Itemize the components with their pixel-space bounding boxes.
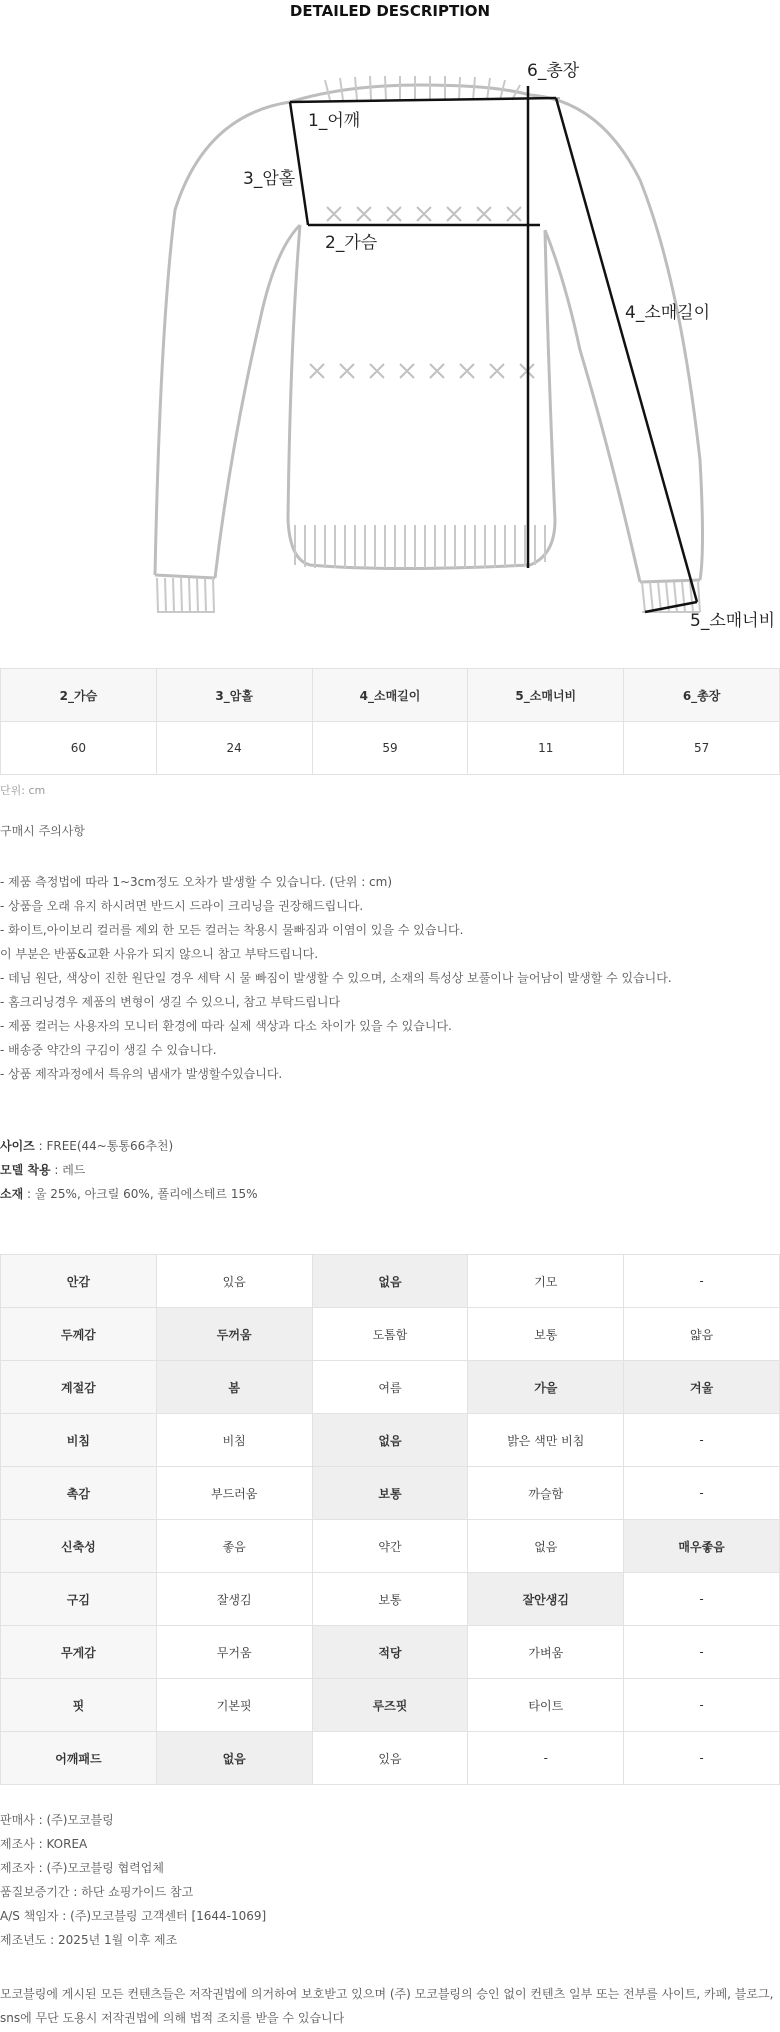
attribute-option: 타이트 [468,1679,624,1732]
attribute-row [1,1573,780,1626]
size-table-header [1,669,780,722]
material-info [0,1182,258,1206]
attribute-option: 없음 [312,1414,468,1467]
attribute-option: - [624,1732,780,1785]
material-value: : 울 25%, 아크릴 60%, 폴리에스테르 15% [23,1187,258,1201]
attribute-option: - [624,1255,780,1308]
attribute-option: - [468,1732,624,1785]
attribute-option: 매우좋음 [624,1520,780,1573]
company-line: 제조년도 : 2025년 1월 이후 제조 [0,1933,178,1947]
caution-item: - 제품 컬러는 사용자의 모니터 환경에 따라 실제 색상과 다소 차이가 있을 수 있습니다. [0,1019,452,1033]
attribute-option: 겨울 [624,1361,780,1414]
size-header-cell: 2_가슴 [1,669,157,722]
attribute-option: 없음 [156,1732,312,1785]
attribute-option: 있음 [312,1732,468,1785]
attribute-label: 비침 [1,1414,157,1467]
attribute-row [1,1255,780,1308]
attribute-option: 가을 [468,1361,624,1414]
attribute-option: 부드러움 [156,1467,312,1520]
caution-item: 이 부분은 반품&교환 사유가 되지 않으니 참고 부탁드립니다. [0,947,319,961]
attribute-option: 무거움 [156,1626,312,1679]
attribute-option: - [624,1679,780,1732]
attribute-label: 핏 [1,1679,157,1732]
attribute-option: 얇음 [624,1308,780,1361]
company-info [0,1808,266,1952]
company-line: 제조사 : KOREA [0,1837,88,1851]
unit-note: 단위: cm [0,784,46,797]
material-label: 소재 [0,1187,24,1201]
size-value-cell: 59 [312,722,468,775]
caution-item: - 데님 원단, 색상이 진한 원단일 경우 세탁 시 물 빠짐이 발생할 수 있으며, 소재의 특성상 보풀이나 늘어남이 발생할 수 있습니다. [0,971,672,985]
size-table [0,668,780,775]
attribute-option: 잘생김 [156,1573,312,1626]
label-total-length: 6_총장 [527,61,580,81]
size-value-cell: 24 [156,722,312,775]
attribute-option: 기모 [468,1255,624,1308]
size-label: 사이즈 [0,1139,35,1153]
model-value: : 레드 [50,1163,86,1177]
attribute-option: 보통 [312,1573,468,1626]
attribute-option: 비침 [156,1414,312,1467]
ribbing [157,76,700,612]
attribute-option: 봄 [156,1361,312,1414]
caution-item: - 상품을 오래 유지 하시려면 반드시 드라이 크리닝을 권장해드립니다. [0,899,364,913]
attribute-option: 가벼움 [468,1626,624,1679]
attribute-option: 여름 [312,1361,468,1414]
armhole-line [290,102,308,225]
size-value-cell: 57 [624,722,780,775]
label-shoulder: 1_어깨 [308,111,361,131]
caution-item: - 화이트,아이보리 컬러를 제외 한 모든 컬러는 착용시 물빠짐과 이염이 있을 수 있습니다. [0,923,464,937]
sweater-outline [155,85,703,582]
attribute-option: 보통 [468,1308,624,1361]
size-header-cell: 3_암홀 [156,669,312,722]
label-sleeve-length: 4_소매길이 [625,303,711,323]
attribute-row [1,1732,780,1785]
attribute-option: 까슬함 [468,1467,624,1520]
copyright-notice: 모코블링에 게시된 모든 컨텐츠들은 저작권법에 의거하여 보호받고 있으며 (주) 모코블링의 승인 없이 컨텐츠 일부 또는 전부를 사이트, 카페, 블로그, sns에 무단 도용시 저작권법에 의해 법적 조치를 받을 수 있습니다 [0,1987,774,2025]
size-value-cell: 60 [1,722,157,775]
attribute-row [1,1414,780,1467]
attribute-label: 신축성 [1,1520,157,1573]
attribute-option: 좋음 [156,1520,312,1573]
label-chest: 2_가슴 [325,233,378,253]
attribute-option: - [624,1573,780,1626]
attribute-row [1,1308,780,1361]
attribute-option: 없음 [468,1520,624,1573]
caution-title: 구매시 주의사항 [0,824,85,838]
size-value-cell: 11 [468,722,624,775]
attribute-label: 촉감 [1,1467,157,1520]
attribute-label: 안감 [1,1255,157,1308]
attribute-option: - [624,1414,780,1467]
attribute-option: 없음 [312,1255,468,1308]
attribute-label: 무게감 [1,1626,157,1679]
model-info [0,1158,258,1182]
size-header-cell: 5_소매너비 [468,669,624,722]
page-title: DETAILED DESCRIPTION [289,2,491,20]
attribute-option: 도톰함 [312,1308,468,1361]
label-armhole: 3_암홀 [243,169,296,189]
size-header-cell: 6_총장 [624,669,780,722]
attribute-row [1,1679,780,1732]
caution-list [0,870,672,1086]
company-line: 품질보증기간 : 하단 쇼핑가이드 참고 [0,1885,194,1899]
caution-item: - 상품 제작과정에서 특유의 냄새가 발생할수있습니다. [0,1067,283,1081]
attribute-label: 구김 [1,1573,157,1626]
company-line: 제조자 : (주)모코블링 협력업체 [0,1861,164,1875]
attribute-row [1,1361,780,1414]
attribute-option: 루즈핏 [312,1679,468,1732]
attribute-option: - [624,1467,780,1520]
attribute-option: 기본핏 [156,1679,312,1732]
attribute-option: 약간 [312,1520,468,1573]
attribute-row [1,1626,780,1679]
attribute-option: 보통 [312,1467,468,1520]
attribute-table [0,1254,780,1785]
attribute-row [1,1520,780,1573]
company-line: A/S 책임자 : (주)모코블링 고객센터 [1644-1069] [0,1909,267,1923]
size-header-cell: 4_소매길이 [312,669,468,722]
attribute-label: 계절감 [1,1361,157,1414]
attribute-label: 어깨패드 [1,1732,157,1785]
caution-item: - 배송중 약간의 구김이 생길 수 있습니다. [0,1043,217,1057]
measure-lines [290,86,697,612]
attribute-option: 있음 [156,1255,312,1308]
attribute-label: 두께감 [1,1308,157,1361]
company-line: 판매사 : (주)모코블링 [0,1813,114,1827]
caution-item: - 홈크리닝경우 제품의 변형이 생길 수 있으니, 참고 부탁드립니다 [0,995,341,1009]
size-table-row [1,722,780,775]
model-label: 모델 착용 [0,1163,51,1177]
label-sleeve-width: 5_소매너비 [690,611,776,631]
size-value: : FREE(44~통통66추천) [34,1139,174,1153]
product-info [0,1134,258,1206]
size-info [0,1134,258,1158]
caution-item: - 제품 측정법에 따라 1~3cm정도 오차가 발생할 수 있습니다. (단위 : cm) [0,875,393,889]
size-diagram [0,30,780,650]
attribute-option: - [624,1626,780,1679]
attribute-option: 잘안생김 [468,1573,624,1626]
attribute-option: 두꺼움 [156,1308,312,1361]
attribute-option: 밝은 색만 비침 [468,1414,624,1467]
attribute-option: 적당 [312,1626,468,1679]
attribute-row [1,1467,780,1520]
